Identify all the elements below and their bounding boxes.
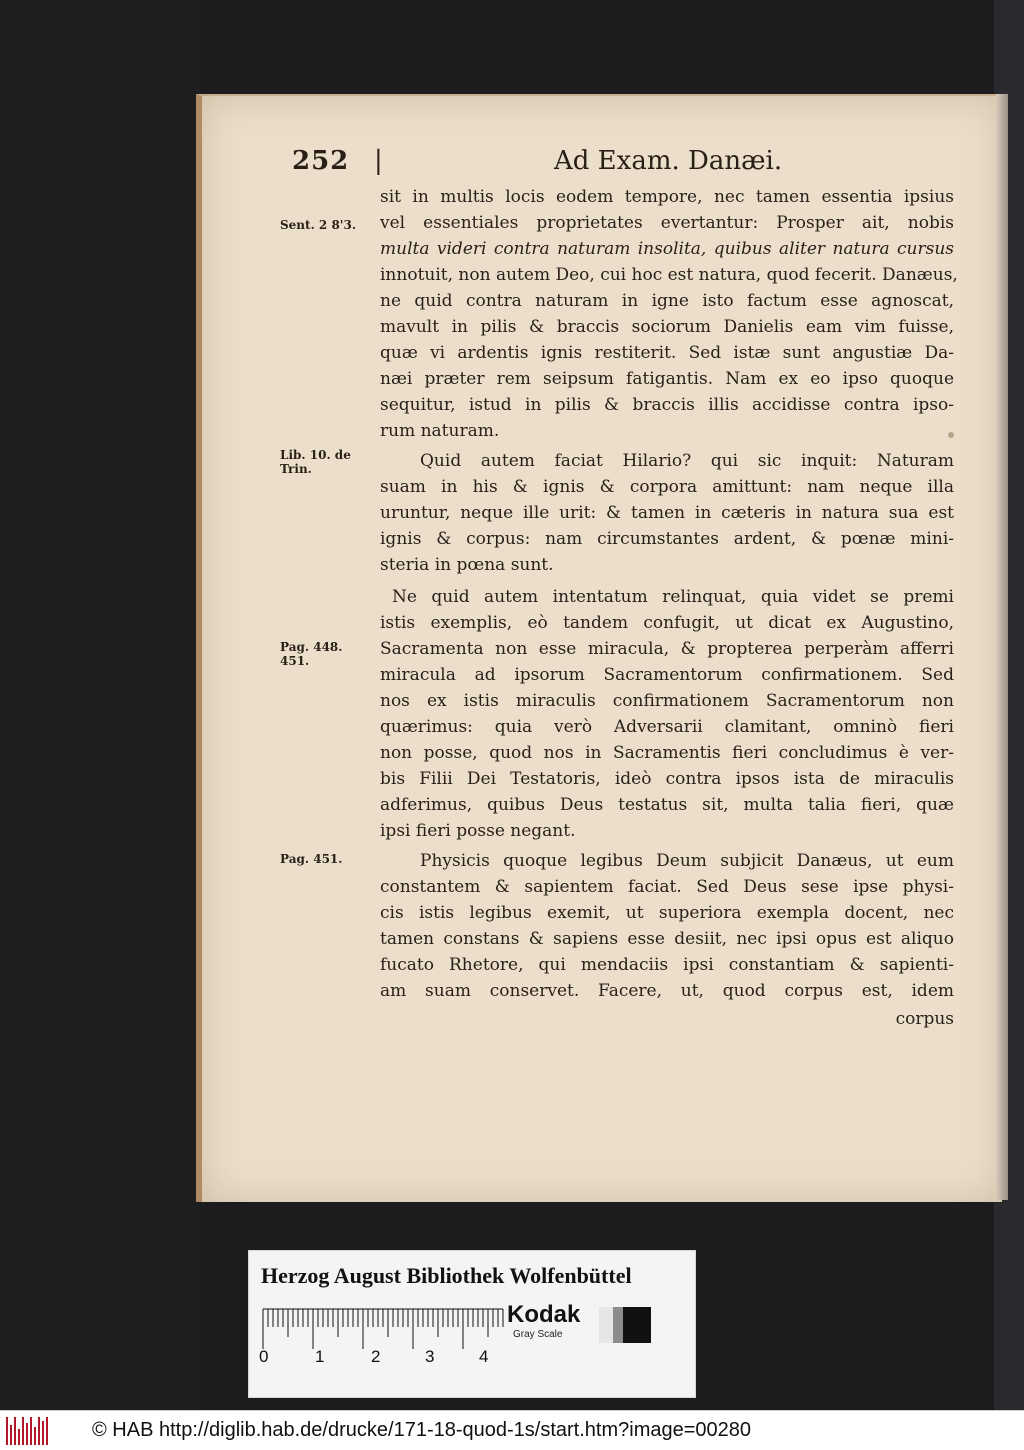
text-line: multa videri contra naturam insolita, quibus aliter natura cursus [380,239,954,259]
ruler-scale [261,1307,505,1351]
text-line: ignis & corpus: nam circumstantes ardent, & pœnæ mini- [380,529,954,549]
text-line: uruntur, neque ille urit: & tamen in cæteris in natura sua est [380,503,954,523]
text-line: Ne quid autem intentatum relinquat, quia videt se premi [392,587,954,607]
copyright-link[interactable]: © HAB http://diglib.hab.de/drucke/171-18-quod-1s/start.htm?image=00280 [92,1419,752,1441]
gray-scale-patch [599,1307,651,1343]
text-line: steria in pœna sunt. [380,555,554,575]
library-name: Herzog August Bibliothek Wolfenbüttel [261,1263,632,1288]
catchword: corpus [895,1009,954,1029]
margin-note: Sent. 2 8'3. [280,218,357,232]
text-line: suam in his & ignis & corpora amittunt: nam neque illa [380,477,954,497]
text-line: næi præter rem seipsum fatigantis. Nam ex eo ipso quoque [380,369,954,389]
text-line: vel essentiales proprietates evertantur: Prosper ait, nobis [380,213,954,233]
text-line: constantem & sapientem faciat. Sed Deus sese ipse physi- [380,877,954,897]
text-line: ne quid contra naturam in igne isto factum esse agnoscat, [380,291,954,311]
scan-background-left [0,0,200,1410]
header-rule: | [374,146,383,176]
text-line: ipsi fieri posse negant. [380,821,576,841]
text-line: innotuit, non autem Deo, cui hoc est natura, quod fecerit. Danæus, [380,265,958,285]
ruler-number: 4 [479,1347,489,1366]
text-line: bis Filii Dei Testatoris, ideò contra ipsos ista de miraculis [380,769,954,789]
text-line: tamen constans & sapiens esse desiit, nec ipsi opus est aliquo [380,929,954,949]
text-line: cis istis legibus exemit, ut superiora exempla docent, nec [380,903,954,923]
text-line: mavult in pilis & braccis sociorum Danielis eam vim fuisse, [380,317,954,337]
text-line: Quid autem faciat Hilario? qui sic inquit: Naturam [420,451,954,471]
text-line: istis exemplis, eò tandem confugit, ut dicat ex Augustino, [380,613,954,633]
ruler-number: 0 [259,1347,269,1366]
running-head: Ad Exam. Danæi. [554,146,783,176]
ruler-number: 3 [425,1347,435,1366]
text-line: quærimus: quia verò Adversarii clamitant, omninò fieri [380,717,954,737]
text-line: non posse, quod nos in Sacramentis fieri concludimus è ver- [380,743,954,763]
text-line: miracula ad ipsorum Sacramentorum confirmationem. Sed [380,665,954,685]
margin-note: Pag. 448. 451. [280,640,343,668]
hab-logo-icon [6,1417,48,1445]
text-line: rum naturam. [380,421,500,441]
kodak-logo: Kodak [507,1301,581,1328]
ruler-number: 1 [315,1347,325,1366]
text-line: Sacramenta non esse miracula, & propterea perperàm afferri [380,639,954,659]
ruler-number: 2 [371,1347,381,1366]
text-line: fucato Rhetore, qui mendaciis ipsi constantiam & sapienti- [380,955,954,975]
margin-note: Pag. 451. [280,852,343,866]
text-line: adferimus, quibus Deus testatus sit, multa talia fieri, quæ [380,795,954,815]
footer-bar [0,1410,1024,1450]
page-number: 252 [292,146,350,176]
page-edge [996,94,1008,1200]
text-line: sequitur, istud in pilis & braccis illis accidisse contra ipso- [380,395,954,415]
margin-note: Lib. 10. de Trin. [280,448,351,476]
text-line: am suam conservet. Facere, ut, quod corpus est, idem [380,981,954,1001]
library-label-card [248,1250,696,1398]
gray-scale-caption: Gray Scale [513,1329,563,1340]
text-line: sit in multis locis eodem tempore, nec tamen essentia ipsius [380,187,954,207]
text-line: quæ vi ardentis ignis restiterit. Sed istæ sunt angustiæ Da- [380,343,954,363]
page-header [292,146,972,180]
text-line: Physicis quoque legibus Deum subjicit Danæus, ut eum [420,851,954,871]
text-line: nos ex istis miraculis confirmationem Sacramentorum non [380,691,954,711]
